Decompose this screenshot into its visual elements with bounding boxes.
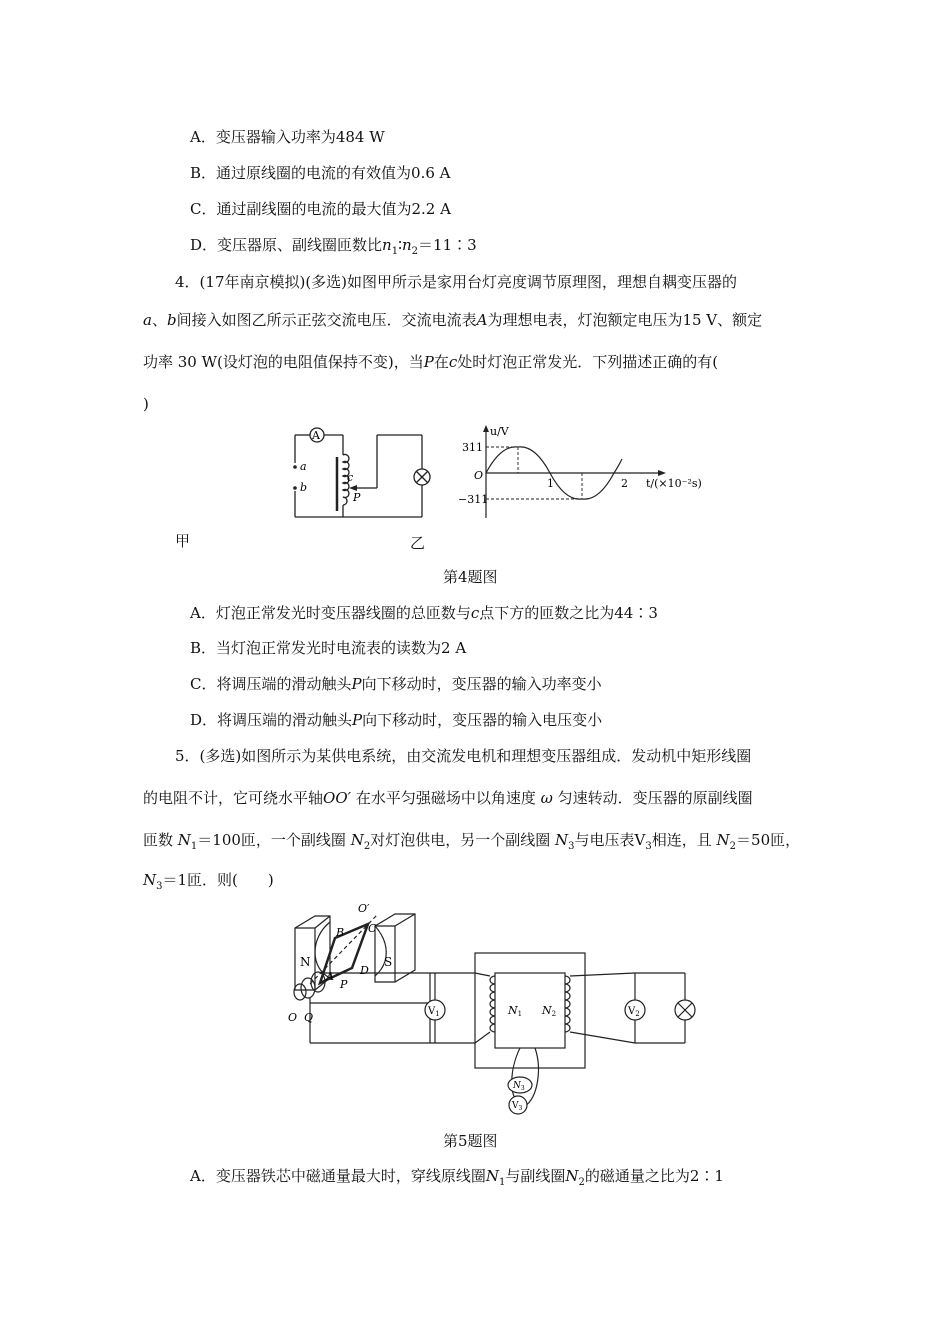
- q5-caption: 第5题图: [443, 1132, 498, 1150]
- voltmeter-v2-label: $V_2$: [628, 1006, 640, 1018]
- voltmeter-v3-label: $V_3$: [512, 1101, 523, 1112]
- south-pole-label: S: [384, 955, 393, 969]
- q5-stem-line4: $N_3=1$匝．则( ): [143, 871, 274, 892]
- coil-c-label: C: [368, 922, 377, 935]
- brush-q-label: Q: [304, 1011, 314, 1024]
- terminal-a-label: a: [300, 460, 307, 473]
- q3-option-d: D．变压器原、副线圈匝数比$n_1∶n_2=11∶3$: [190, 236, 477, 257]
- q5-power-system-figure: [280, 898, 720, 1118]
- q4-option-d: D．将调压端的滑动触头P向下移动时，变压器的输入电压变小: [190, 711, 603, 729]
- coil-n1-label: N1: [508, 1004, 523, 1018]
- q4-option-a: A．灯泡正常发光时变压器线圈的总匝数与c点下方的匝数之比为44∶3: [190, 604, 658, 622]
- q4-option-b: B．当灯泡正常发光时电流表的读数为2 A: [190, 639, 467, 657]
- graph-xlabel: t/(×10⁻²s): [646, 477, 702, 490]
- q4-fig-label-yi: 乙: [410, 534, 426, 552]
- axis-o-label: O: [288, 1011, 298, 1024]
- voltmeter-v1-label: $V_1$: [428, 1006, 440, 1018]
- q4-caption: 第4题图: [443, 568, 498, 586]
- axis-o-prime-label: O′: [358, 902, 370, 915]
- q4-stem-line2: a、b间接入如图乙所示正弦交流电压．交流电流表A为理想电表，灯泡额定电压为15 V、额定: [143, 311, 763, 329]
- q5-stem-line3: 匝数 $N_1=100$匝，一个副线圈 $N_2$对灯泡供电，另一个副线圈 $N_3$与电压表$V_3$相连，且 $N_2=50$匝，: [143, 831, 801, 852]
- q4-option-c: C．将调压端的滑动触头P向下移动时，变压器的输入功率变小: [190, 675, 602, 693]
- tap-c-label: c: [347, 471, 354, 484]
- graph-ymax: 311: [462, 441, 483, 454]
- q3-option-a: A．变压器输入功率为484 W: [190, 128, 385, 146]
- slider-p-label: P: [353, 491, 361, 504]
- q5-stem-line2: 的电阻不计，它可绕水平轴OO′ 在水平匀强磁场中以角速度 ω 匀速转动．变压器的原副线圈: [143, 789, 753, 807]
- brush-p-label: P: [340, 978, 348, 991]
- q5-option-a: A．变压器铁芯中磁通量最大时，穿线原线圈$N_1$与副线圈$N_2$的磁通量之比为2∶1: [190, 1167, 724, 1188]
- graph-ylabel: u/V: [490, 425, 509, 438]
- graph-ymin: −311: [458, 493, 489, 506]
- q4-voltage-graph: [450, 423, 710, 523]
- q4-stem-line4: ): [143, 395, 149, 413]
- coil-a-label: A: [326, 970, 334, 983]
- terminal-b-label: b: [300, 481, 308, 494]
- graph-xtick-1: 1: [547, 477, 554, 490]
- graph-xtick-2: 2: [621, 477, 628, 490]
- q3-option-b: B．通过原线圈的电流的有效值为0.6 A: [190, 164, 451, 182]
- ammeter-label: A: [312, 429, 320, 442]
- q5-stem-line1: 5．(多选)如图所示为某供电系统，由交流发电机和理想变压器组成．发动机中矩形线圈: [175, 747, 752, 765]
- coil-n3-label: $N_3$: [513, 1081, 525, 1092]
- coil-b-label: B: [336, 926, 345, 939]
- q4-fig-label-jia: 甲: [175, 532, 191, 550]
- coil-d-label: D: [360, 964, 369, 977]
- q4-stem-line3: 功率 30 W(设灯泡的电阻值保持不变)，当P在c处时灯泡正常发光．下列描述正确的有(: [143, 353, 719, 371]
- q4-stem-line1: 4．(17年南京模拟)(多选)如图甲所示是家用台灯亮度调节原理图，理想自耦变压器的: [175, 273, 738, 291]
- q4-circuit-figure: [285, 425, 435, 525]
- coil-n2-label: N2: [542, 1004, 557, 1018]
- graph-origin: O: [474, 469, 484, 482]
- q3-option-c: C．通过副线圈的电流的最大值为2.2 A: [190, 200, 451, 218]
- north-pole-label: N: [300, 955, 311, 969]
